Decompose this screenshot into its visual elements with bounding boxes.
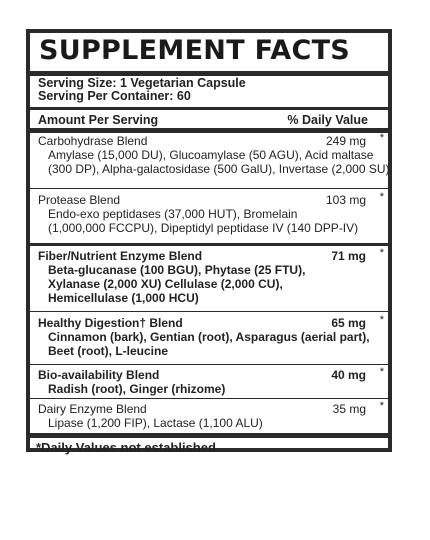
nutrient-description (38, 330, 384, 358)
amount-per-serving-label: Amount Per Serving (38, 113, 159, 127)
divider (30, 398, 388, 399)
description-line: Endo-exo peptidases (37,000 HUT), Bromelain (48, 207, 298, 221)
divider (30, 433, 388, 438)
nutrient-row-bio-availability (38, 368, 384, 396)
divider (30, 107, 388, 110)
description-line: Radish (root), Ginger (rhizome) (48, 382, 226, 396)
supplement-facts-panel (26, 29, 392, 455)
daily-value-mark: * (379, 191, 384, 203)
nutrient-amount: 249 mg (325, 134, 366, 148)
description-line: Xylanase (2,000 XU) Cellulase (2,000 CU), (48, 277, 283, 291)
description-line: Beet (root), L-leucine (48, 344, 169, 358)
amount-header (38, 113, 368, 127)
footnote: *Daily Values not established (36, 440, 216, 455)
daily-value-mark: * (379, 400, 384, 412)
description-line: Hemicellulase (1,000 HCU) (48, 291, 199, 305)
nutrient-amount: 35 mg (332, 402, 366, 416)
divider (30, 311, 388, 312)
nutrient-description (38, 416, 384, 430)
divider (30, 364, 388, 365)
description-line: Cinnamon (bark), Gentian (root), Asparagus (aerial part), (48, 330, 370, 344)
divider (30, 188, 388, 189)
divider (30, 128, 388, 133)
servings-per-container: Serving Per Container: 60 (38, 89, 191, 103)
description-line: Beta-glucanase (100 BGU), Phytase (25 FTU), (48, 263, 306, 277)
nutrient-row-protease (38, 193, 384, 235)
daily-value-mark: * (379, 247, 384, 259)
nutrient-amount: 65 mg (331, 316, 366, 330)
nutrient-name: Carbohydrase Blend (38, 134, 148, 148)
description-line: (300 DP), Alpha-galactosidase (500 GalU), Invertase (2,000 SU) (48, 162, 390, 176)
nutrient-description (38, 263, 384, 305)
daily-value-mark: * (379, 314, 384, 326)
nutrient-name: Dairy Enzyme Blend (38, 402, 147, 416)
serving-size: Serving Size: 1 Vegetarian Capsule (38, 76, 246, 90)
panel-title: SUPPLEMENT FACTS (39, 35, 351, 66)
nutrient-row-dairy (38, 402, 384, 430)
nutrient-description (38, 382, 384, 396)
nutrient-description (38, 207, 384, 235)
nutrient-amount: 103 mg (325, 193, 366, 207)
nutrient-row-fiber (38, 249, 384, 305)
nutrient-description (38, 148, 390, 176)
nutrient-name: Protease Blend (38, 193, 121, 207)
nutrient-name: Fiber/Nutrient Enzyme Blend (38, 249, 203, 263)
daily-value-mark: * (379, 132, 384, 144)
daily-value-mark: * (379, 366, 384, 378)
nutrient-amount: 71 mg (331, 249, 366, 263)
divider (30, 243, 388, 246)
nutrient-name: Healthy Digestion† Blend (38, 316, 183, 330)
description-line: Lipase (1,200 FIP), Lactase (1,100 ALU) (48, 416, 263, 430)
nutrient-amount: 40 mg (331, 368, 366, 382)
description-line: Amylase (15,000 DU), Glucoamylase (50 AGU), Acid maltase (48, 148, 374, 162)
daily-value-label: % Daily Value (287, 113, 368, 127)
serving-info (38, 77, 246, 103)
nutrient-row-carbohydrase (38, 132, 390, 176)
description-line: (1,000,000 FCCPU), Dipeptidyl peptidase IV (140 DPP-IV) (48, 221, 359, 235)
nutrient-name: Bio-availability Blend (38, 368, 160, 382)
nutrient-row-healthy-digestion (38, 316, 384, 358)
